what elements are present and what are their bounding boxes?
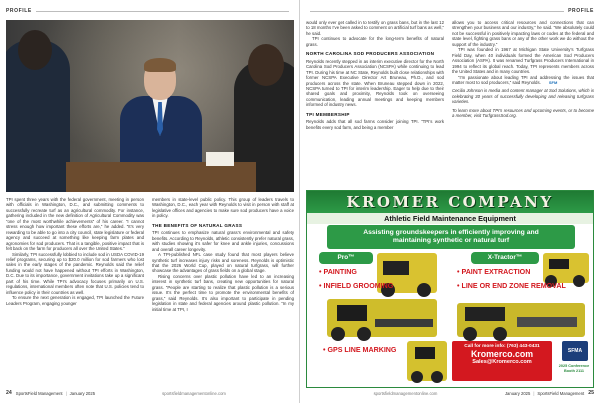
paragraph: To ensure the next generation is engaged, TPI launched the Future Leaders Program, engaging younger <box>6 295 144 306</box>
nameplate <box>206 152 234 166</box>
paragraph: TPI continues to advocate for the long-term benefits of natural grass. <box>306 36 444 47</box>
page-number: 25 <box>588 390 594 396</box>
feature-line-removal: • LINE OR END ZONE REMOVAL <box>457 282 566 290</box>
paragraph: A TPI-published NFL case study found that most players believe synthetic turf increases injury risks and soreness. Reynolds is optimistic that the 2026 World Cup, played on natural turfgrass, will further showcase the advantages of grass fields on a global stage. <box>152 252 294 274</box>
website-link[interactable]: sportsfieldmanagementonline.com <box>373 390 438 396</box>
learn-more: To learn more about TPI’s resources and upcoming events, or to become a member, visit TurfgrassSod.org. <box>452 107 594 119</box>
ad-contact-box[interactable] <box>452 341 552 381</box>
pro-label: Pro™ <box>319 252 373 264</box>
paragraph: “I’m passionate about leading TPI and addressing the issues that matter most to sod producers,” said Reynolds. SFM <box>452 74 594 85</box>
header-rule <box>36 11 289 12</box>
left-footer: 24 SportsField Management | January 2025 sportsfieldmanagementonline.com <box>6 390 226 396</box>
subheading: THE BENEFITS OF NATURAL GRASS <box>152 222 243 228</box>
ad-subtitle: Athletic Field Maintenance Equipment <box>307 213 593 224</box>
paragraph: Similarly, TPI successfully lobbied to include sod in USDA COVID-19 relief programs, securing up to $20.0 million for sod farmers who lost sales in the early stages of the pandemic. Reynolds said the relief funding would not have happened without TPI efforts in Washington, D.C. Due to its importance, government invitations take up a significant part of his time. While TPI’s advocacy focuses primarily on U.S. regulations, international members often note that U.S. policies tend to influence policy in their countries as well. <box>6 251 144 295</box>
paragraph: allows you to access critical resources and connections that can strengthen your business and our industry,” he said. “We absolutely could not be successful in positively impacting laws or codes at the federal and state level, fighting grass bans or any of the other work we do without the support of the industry.” <box>452 20 594 47</box>
gps-machine-image <box>407 341 447 381</box>
extractor-machine-image <box>457 303 585 337</box>
subheading: NORTH CAROLINA SOD PRODUCERS ASSOCIATION <box>306 51 435 57</box>
paragraph: TPI continues to emphasize natural grass’s environmental and safety benefits. According to Reynolds, athletic consistently prefer natural grass, with studies showing it’s safer for knee and ankle injuries, concussions and overall career longevity. <box>152 230 294 252</box>
hearing-table <box>66 162 256 192</box>
header-rule <box>310 11 564 12</box>
end-mark: SFM <box>548 79 558 85</box>
ad-brand: KROMER COMPANY <box>346 193 554 211</box>
right-column-1 <box>306 20 444 130</box>
right-footer: sportsfieldmanagementonline.com January 2025 | SportsField Management 25 <box>373 390 594 396</box>
issue-date: January 2025 <box>69 390 96 396</box>
hearing-photo <box>6 20 294 192</box>
right-page <box>300 0 600 403</box>
paragraph: TPI spent three years with the federal government, meeting in person with officials in Washington, D.C., and submitting comments to successfully recreate turf as an agricultural commodity. For instance, gathering included in the new definition of Agricultural Commodity was “one of the most worthwhile achievements” of his career. “I cannot stress enough how important these efforts are,” he added. “It’s very rewarding to be able to go into a city council, state legislature or federal agency and succeed at something like keeping farm plates and agronomies for sod producers. That is a tangible, positive impact that is felt back on the farm for producers all over the United States.” <box>6 197 144 252</box>
ad-website[interactable]: Kromerco.com <box>470 349 534 359</box>
paragraph: TPI was founded in 1967 at Michigan State University’s Turfgrass Field Day, when 40 individuals formed the American Sod Producers Association (ASPA). It was renamed Turfgrass Producers International in 1994 to reflect its global reach. Today, TPI represents members across the United States and in many countries. <box>452 47 594 75</box>
paragraph: Rising concerns over plastic pollution have led to an increasing interest in synthetic turf bans, creating new opportunities for natural grass. “People are starting to realize that plastic pollution is a serious issue. It’s the perfect time to promote the environmental benefits of grass,” said Reynolds. It’s also important to participate in pending legislation in state and federal agencies around plastic pollution. “In my initial time at TPI, I <box>152 273 294 312</box>
xtractor-machine-image <box>543 253 589 283</box>
website-link[interactable]: sportsfieldmanagementonline.com <box>162 390 226 396</box>
section-label: PROFILE <box>6 8 32 14</box>
magazine-name: SportsField Management <box>537 390 585 396</box>
kromer-advertisement[interactable] <box>306 190 594 388</box>
person-left <box>6 40 70 192</box>
issue-date: January 2025 <box>504 390 531 396</box>
ad-brand-bar <box>307 191 593 213</box>
feature-infield-grooming: • INFIELD GROOMING <box>319 282 394 290</box>
xtractor-label: X-Tractor™ <box>471 252 539 264</box>
magazine-name: SportsField Management <box>15 390 63 396</box>
left-column-2 <box>152 197 294 312</box>
ad-phone: Call for more info: (763) 443-0431 <box>464 344 540 349</box>
paragraph: Reynolds recently stepped in as interim executive director for the North Carolina Sod Producers Association (NCSPA) while continuing to lead TPI. During his time at NC State, Reynolds built close relationships with former NCSPA Executive Director Art Bruneau, Ph.D., and sod producers across the state. When Bruneau stepped down in 2022, NCSPA turned to TPI for interim leadership. Eager to help due to their shared goals and proximity, Reynolds took on overseeing communication, leading annual meetings and keeping members informed of industry news. <box>306 58 444 108</box>
page-number: 24 <box>6 390 12 396</box>
conference-booth: 2025 Conference Booth 2111 <box>558 364 590 373</box>
right-column-2 <box>452 20 594 119</box>
paragraph: Reynolds adds that all sod farms consider joining TPI. “TPI’s work benefits every sod farm, and being a member <box>306 119 444 130</box>
ad-email[interactable]: Sales@Kromerco.com <box>472 359 532 365</box>
feature-painting: • PAINTING <box>319 268 357 276</box>
left-column-1 <box>6 197 144 306</box>
section-label: PROFILE <box>568 8 594 14</box>
right-header <box>306 7 594 15</box>
sfma-logo: SFMA <box>562 341 588 361</box>
groomer-machine-image <box>327 299 437 337</box>
left-header <box>6 7 293 15</box>
paragraph: would only ever get called in to testify on grass bans, but in the last 12 to 18 months I’ve been asked to comment on artificial turf bans as well,” he said. <box>306 20 444 36</box>
author-bio: Cecilia Johnson is media and content manager at Sod Solutions, which is celebrating 30 years of successfully developing and releasing turfgrass varieties. <box>452 88 594 105</box>
ad-banner: Assisting groundskeepers in efficiently improving and maintaining synthetic or natural turf <box>327 225 575 249</box>
feature-paint-extraction: • PAINT EXTRACTION <box>457 268 531 276</box>
subheading: TPI MEMBERSHIP <box>306 111 350 117</box>
feature-gps: • GPS LINE MARKING <box>323 346 397 354</box>
paragraph: members in state-level public policy. This group of leaders travels to Washington, D.C., each year with Reynolds to visit in person with staff at legislative offices and agencies to make sure sod producers have a voice in policy. <box>152 197 294 219</box>
